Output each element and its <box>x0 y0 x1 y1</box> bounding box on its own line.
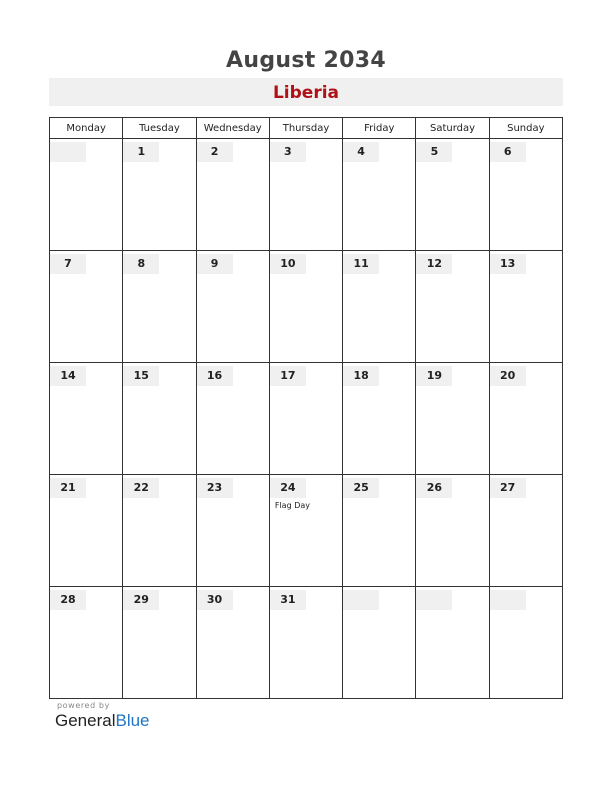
day-cell <box>50 139 123 251</box>
day-number: 21 <box>50 478 86 498</box>
day-cell <box>50 363 123 475</box>
day-number: 17 <box>270 366 306 386</box>
day-cell <box>489 363 562 475</box>
page-title: August 2034 <box>226 48 386 73</box>
day-number: 14 <box>50 366 86 386</box>
day-cell <box>196 587 269 699</box>
day-cell <box>50 587 123 699</box>
day-cell <box>269 475 342 587</box>
day-number: 7 <box>50 254 86 274</box>
day-cell <box>196 139 269 251</box>
day-number <box>416 590 452 610</box>
day-cell <box>489 139 562 251</box>
day-cell <box>416 251 489 363</box>
day-cell <box>50 251 123 363</box>
day-number: 31 <box>270 590 306 610</box>
day-number: 25 <box>343 478 379 498</box>
holiday-label: Flag Day <box>274 501 310 510</box>
day-cell <box>196 251 269 363</box>
day-number: 13 <box>490 254 526 274</box>
day-number <box>50 142 86 162</box>
day-number: 10 <box>270 254 306 274</box>
weekday-header: Tuesday <box>123 118 196 139</box>
day-number: 28 <box>50 590 86 610</box>
day-number: 8 <box>123 254 159 274</box>
day-cell <box>123 363 196 475</box>
day-number: 6 <box>490 142 526 162</box>
day-cell <box>489 587 562 699</box>
brand-blue: Blue <box>115 711 150 730</box>
day-cell <box>50 475 123 587</box>
day-cell <box>269 139 342 251</box>
weekday-header: Thursday <box>269 118 342 139</box>
day-number: 24 <box>270 478 306 498</box>
country-name: Liberia <box>272 83 340 103</box>
day-cell <box>416 363 489 475</box>
footer <box>55 701 215 731</box>
day-number <box>490 590 526 610</box>
weekday-header-row <box>50 118 563 139</box>
day-cell <box>123 587 196 699</box>
day-number: 19 <box>416 366 452 386</box>
day-number: 5 <box>416 142 452 162</box>
day-number: 23 <box>197 478 233 498</box>
day-cell <box>269 363 342 475</box>
day-cell <box>343 587 416 699</box>
day-cell <box>123 475 196 587</box>
week-row <box>50 363 563 475</box>
weekday-header: Wednesday <box>196 118 269 139</box>
day-number: 9 <box>197 254 233 274</box>
day-cell <box>489 475 562 587</box>
day-cell <box>343 363 416 475</box>
weekday-header: Sunday <box>489 118 562 139</box>
day-number: 15 <box>123 366 159 386</box>
weekday-header: Monday <box>50 118 123 139</box>
calendar-grid <box>49 117 563 699</box>
day-number: 16 <box>197 366 233 386</box>
week-row <box>50 587 563 699</box>
day-number: 2 <box>197 142 233 162</box>
week-row <box>50 251 563 363</box>
day-cell <box>416 139 489 251</box>
day-number: 1 <box>123 142 159 162</box>
weekday-header: Saturday <box>416 118 489 139</box>
day-number <box>343 590 379 610</box>
day-cell <box>416 587 489 699</box>
day-cell <box>123 139 196 251</box>
day-cell <box>343 475 416 587</box>
country-banner <box>49 78 563 106</box>
day-cell <box>416 475 489 587</box>
generalblue-logo[interactable] <box>55 711 215 731</box>
day-number: 30 <box>197 590 233 610</box>
day-number: 12 <box>416 254 452 274</box>
day-cell <box>343 139 416 251</box>
day-number: 29 <box>123 590 159 610</box>
brand-general: General <box>55 711 116 730</box>
day-cell <box>196 363 269 475</box>
day-number: 4 <box>343 142 379 162</box>
day-cell <box>343 251 416 363</box>
powered-by-text: powered by <box>57 701 110 710</box>
day-number: 22 <box>123 478 159 498</box>
day-cell <box>269 251 342 363</box>
day-cell <box>489 251 562 363</box>
day-number: 26 <box>416 478 452 498</box>
day-cell <box>123 251 196 363</box>
day-cell <box>269 587 342 699</box>
day-number: 18 <box>343 366 379 386</box>
week-row <box>50 475 563 587</box>
day-number: 20 <box>490 366 526 386</box>
weekday-header: Friday <box>343 118 416 139</box>
day-cell <box>196 475 269 587</box>
day-number: 27 <box>490 478 526 498</box>
week-row <box>50 139 563 251</box>
day-number: 11 <box>343 254 379 274</box>
day-number: 3 <box>270 142 306 162</box>
